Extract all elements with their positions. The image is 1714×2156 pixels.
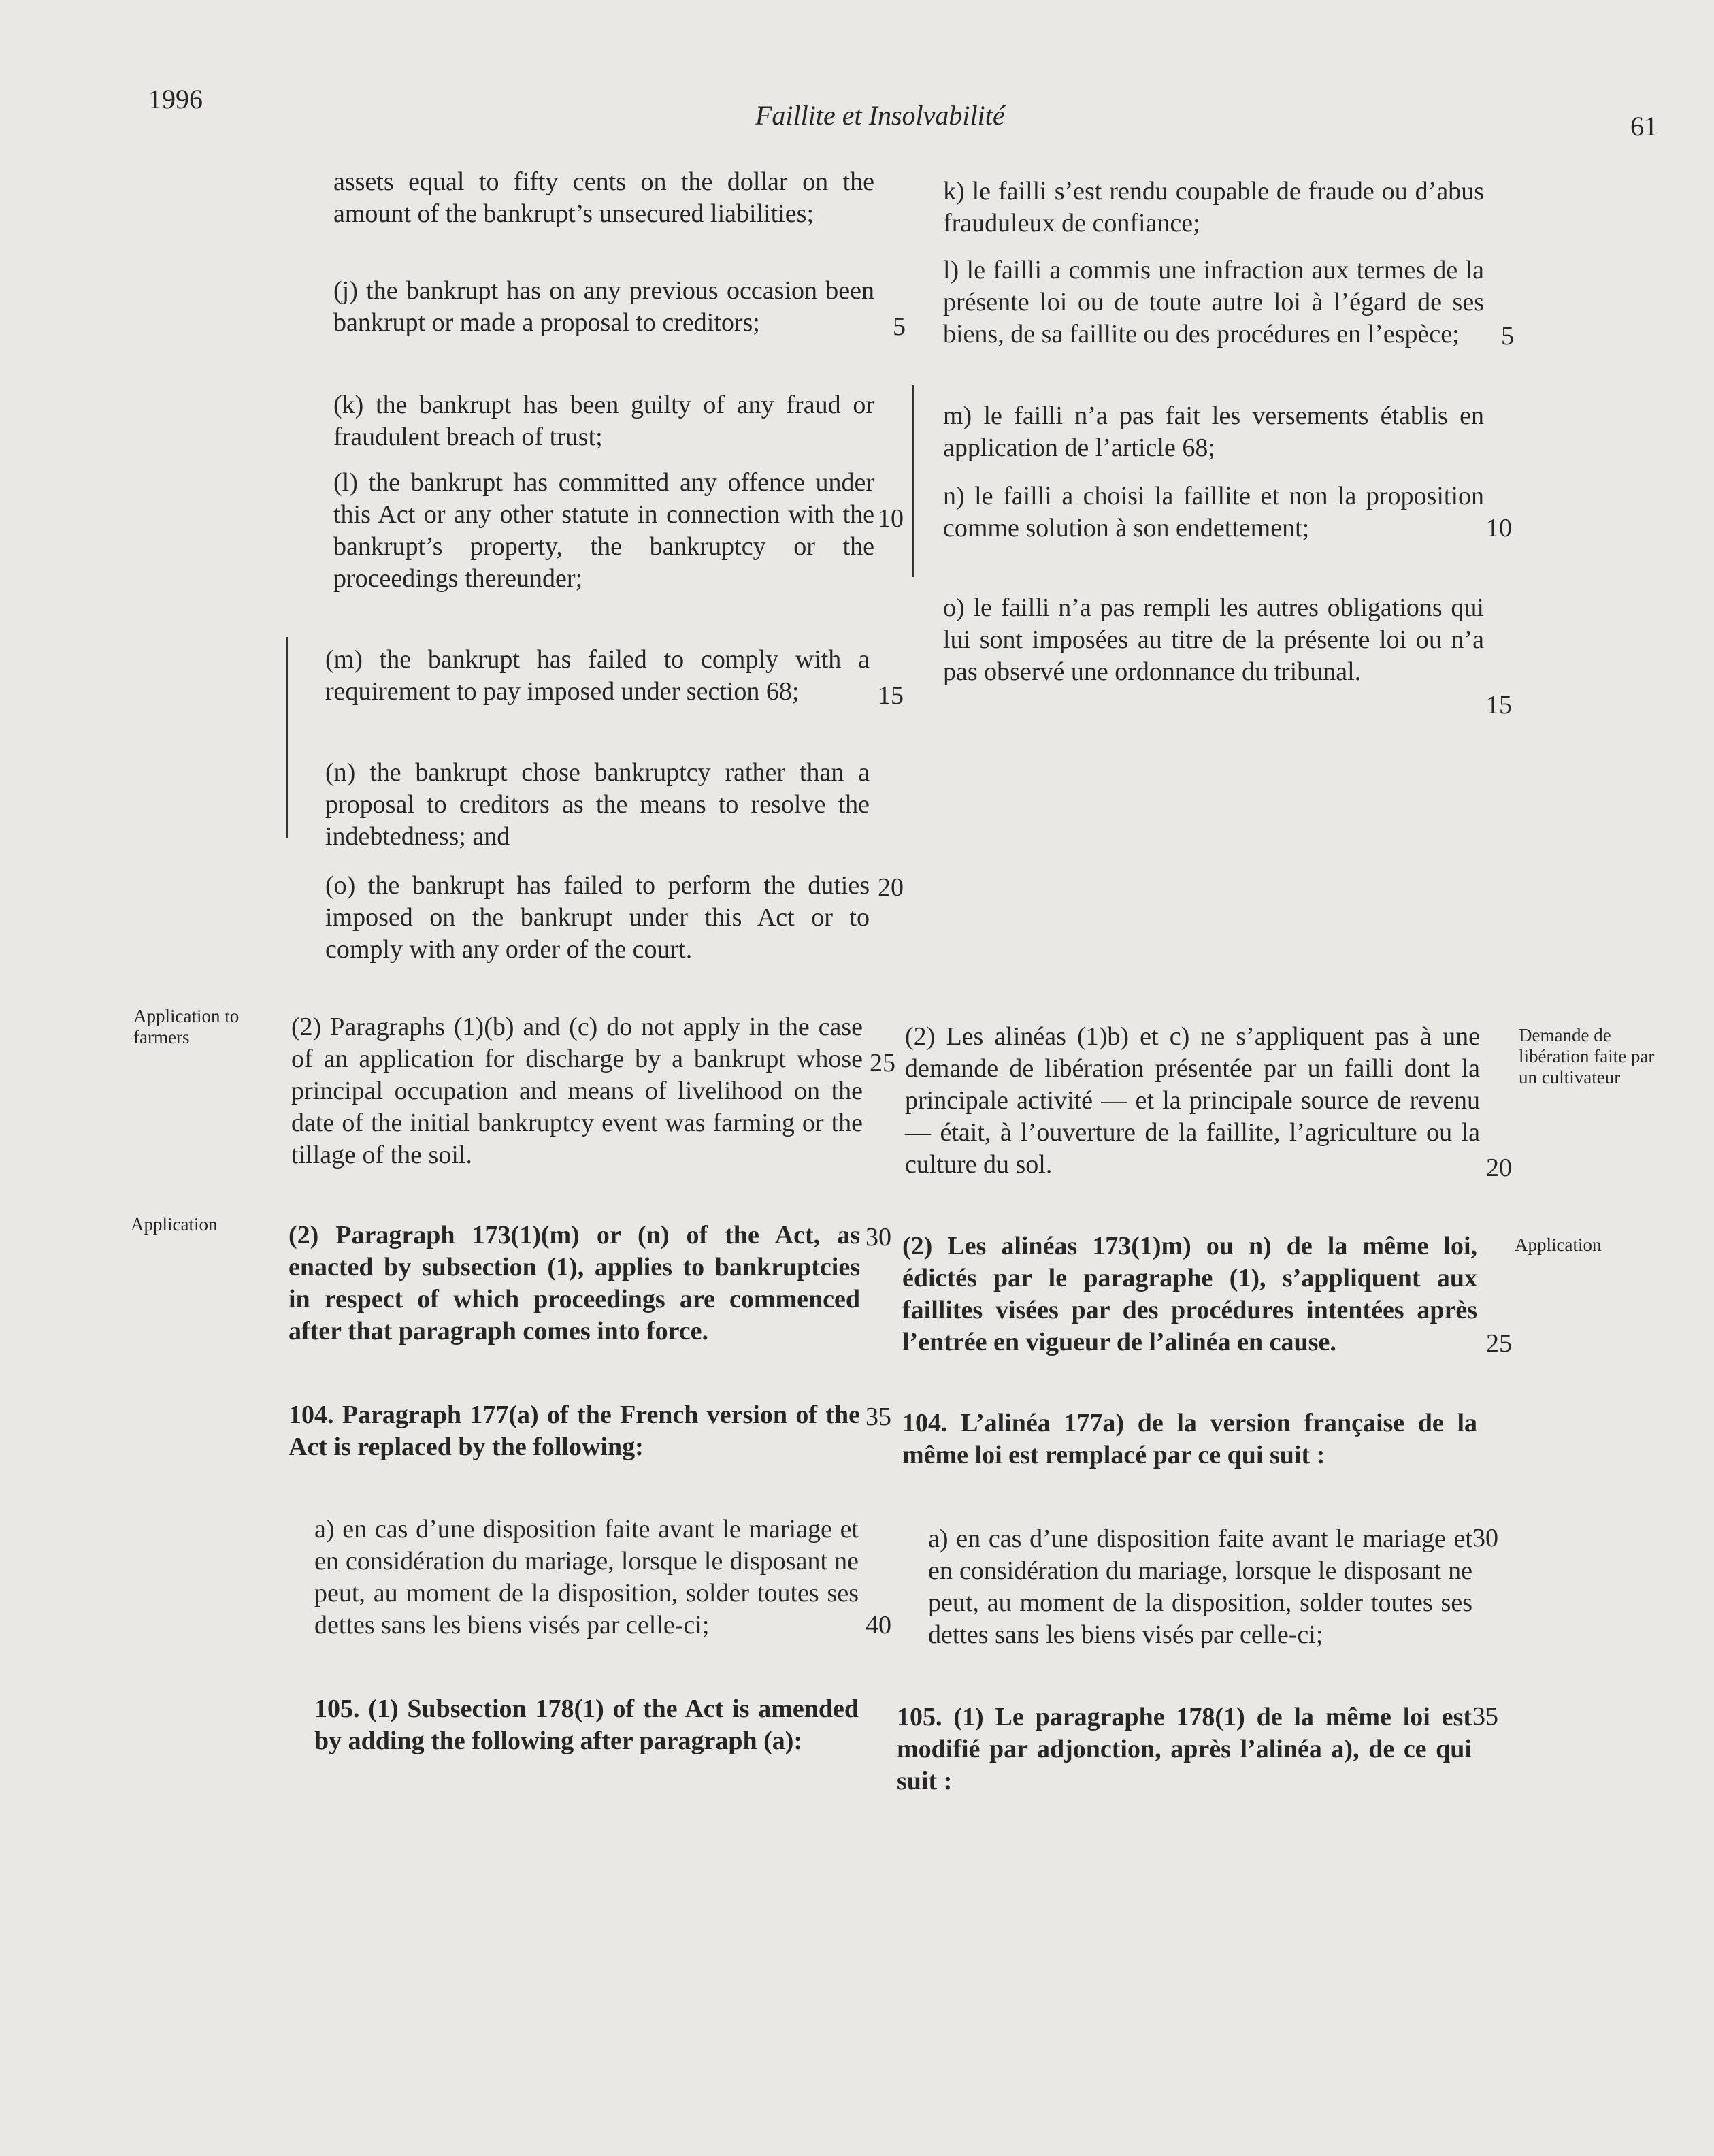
en-subsection-2-farmers: (2) Paragraphs (1)(b) and (c) do not apply in the case of an application for discharge by a bankrupt whose principal occupation and means of livelihood on the date of the initial bankruptcy event was farming or the tillage of the soil. — [291, 1013, 863, 1169]
fr-line-number: 10 — [1486, 514, 1512, 542]
fr-line-number: 25 — [1486, 1329, 1512, 1358]
en-para-k: (k) the bankrupt has been guilty of any fraud or fraudulent breach of trust; — [333, 391, 874, 451]
margin-note-application-en: Application — [131, 1214, 218, 1235]
fr-para-k: k) le failli s’est rendu coupable de fraude ou d’abus frauduleux de confiance; — [943, 177, 1484, 238]
en-line-number: 30 — [866, 1223, 891, 1252]
fr-section-104: 104. L’alinéa 177a) de la version française de la même loi est remplacé par ce qui suit : — [902, 1409, 1477, 1469]
change-bar-right — [912, 385, 914, 577]
fr-para-o: o) le failli n’a pas rempli les autres obligations qui lui sont imposées au titre de la présente loi ou n’a pas observé une ordonnance du tribunal. — [943, 593, 1484, 686]
fr-section-105: 105. (1) Le paragraphe 178(1) de la même loi est modifié par adjonction, après l’alinéa a), de ce qui suit : — [897, 1703, 1472, 1795]
en-para-104a: a) en cas d’une disposition faite avant le mariage et en considération du mariage, lorsque le disposant ne peut, au moment de la disposition, solder toutes ses dettes sans les biens visés par celle-ci; — [314, 1515, 859, 1639]
en-para-j: (j) the bankrupt has on any previous occasion been bankrupt or made a proposal to creditors; — [333, 276, 874, 337]
fr-line-number: 30 — [1472, 1524, 1498, 1552]
en-section-104: 104. Paragraph 177(a) of the French version of the Act is replaced by the following: — [289, 1401, 860, 1461]
fr-subsection-2-application: (2) Les alinéas 173(1)m) ou n) de la même loi, édictés par le paragraphe (1), s’appliquent aux faillites visées par des procédures intentées après l’entrée en vigueur de l’alinéa en cause. — [902, 1232, 1477, 1356]
margin-note-demande-de-liberation: Demande de libération faite par un cultivateur — [1519, 1025, 1655, 1088]
fr-para-104a: a) en cas d’une disposition faite avant le mariage et en considération du mariage, lorsque le disposant ne peut, au moment de la disposition, solder toutes ses dettes sans les biens visés par celle-ci; — [928, 1524, 1472, 1649]
en-line-number: 10 — [878, 504, 904, 533]
en-line-number: 35 — [866, 1403, 891, 1431]
en-para-m: (m) the bankrupt has failed to comply with a requirement to pay imposed under section 68; — [325, 645, 870, 706]
en-subsection-2-application: (2) Paragraph 173(1)(m) or (n) of the Act, as enacted by subsection (1), applies to bankruptcies in respect of which proceedings are commenced after that paragraph comes into force. — [289, 1221, 860, 1345]
margin-note-application-to-farmers: Application to farmers — [133, 1006, 240, 1047]
fr-line-number: 5 — [1501, 322, 1514, 350]
header-year: 1996 — [148, 84, 203, 114]
fr-line-number: 20 — [1486, 1154, 1512, 1182]
fr-line-number: 15 — [1486, 691, 1512, 719]
page-number: 61 — [1630, 111, 1658, 142]
en-para-l: (l) the bankrupt has committed any offence under this Act or any other statute in connection with the bankrupt’s property, the bankruptcy or the proceedings thereunder; — [333, 468, 874, 593]
margin-note-application-fr: Application — [1515, 1235, 1602, 1255]
en-line-number: 40 — [866, 1611, 891, 1639]
fr-para-l: l) le failli a commis une infraction aux termes de la présente loi ou de toute autre loi à l’égard de ses biens, de sa faillite ou des procédures en l’espèce; — [943, 256, 1484, 348]
en-line-number: 15 — [878, 681, 904, 710]
en-line-number: 5 — [893, 312, 906, 341]
en-para-n: (n) the bankrupt chose bankruptcy rather than a proposal to creditors as the means to resolve the indebtedness; and — [325, 758, 870, 851]
en-para-o: (o) the bankrupt has failed to perform the duties imposed on the bankrupt under this Act or to comply with any order of the court. — [325, 871, 870, 964]
fr-para-m: m) le failli n’a pas fait les versements établis en application de l’article 68; — [943, 402, 1484, 462]
change-bar-left — [286, 637, 288, 838]
header-title: Faillite et Insolvabilité — [755, 100, 1005, 131]
en-section-105: 105. (1) Subsection 178(1) of the Act is amended by adding the following after paragraph (a): — [314, 1695, 859, 1755]
fr-para-n: n) le failli a choisi la faillite et non la proposition comme solution à son endettement; — [943, 482, 1484, 542]
en-line-number: 25 — [870, 1049, 895, 1077]
fr-line-number: 35 — [1472, 1702, 1498, 1731]
en-line-number: 20 — [878, 873, 904, 902]
fr-subsection-2-cultivateurs: (2) Les alinéas (1)b) et c) ne s’appliquent pas à une demande de libération présentée par un failli dont la principale activité — et la principale source de revenu — était, à l’ouverture de la faillite, l’agriculture ou la culture du sol. — [905, 1022, 1480, 1179]
en-para-assets: assets equal to fifty cents on the dollar on the amount of the bankrupt’s unsecured liabilities; — [333, 167, 874, 228]
